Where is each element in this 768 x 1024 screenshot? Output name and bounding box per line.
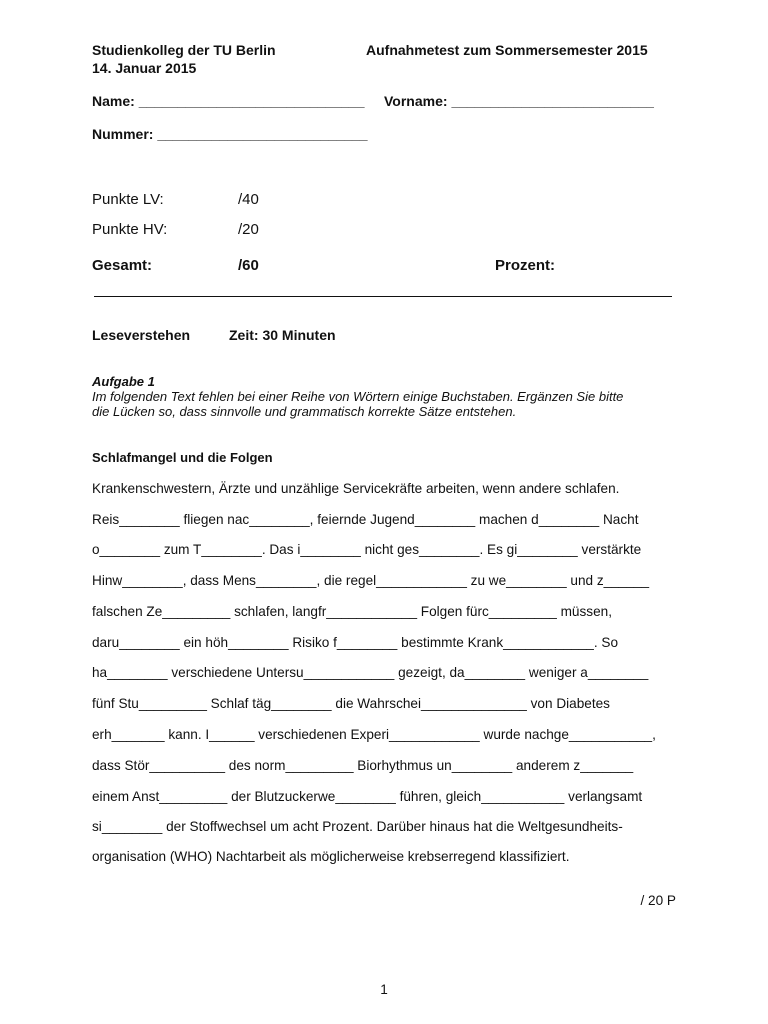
text-line: o________ zum T________. Das i________ nicht ges________. Es gi________ verstärkte (92, 542, 642, 557)
text-line: organisation (WHO) Nachtarbeit als möglicherweise krebserregend klassifiziert. (92, 849, 570, 864)
text-line: ha________ verschiedene Untersu____________ gezeigt, da________ weniger a________ (92, 665, 649, 680)
name-blank[interactable]: _____________________________ (138, 93, 365, 109)
text-line: si________ der Stoffwechsel um acht Prozent. Darüber hinaus hat die Weltgesundheits- (92, 819, 623, 834)
divider-line (94, 296, 672, 297)
text-line: Krankenschwestern, Ärzte und unzählige Servicekräfte arbeiten, wenn andere schlafen. (92, 481, 620, 496)
name-field[interactable] (92, 93, 365, 109)
text-line: Hinw________, dass Mens________, die regel____________ zu we________ und z______ (92, 573, 650, 588)
punkte-lv-value: /40 (238, 191, 259, 208)
task-instruction-line-1: Im folgenden Text fehlen bei einer Reihe von Wörtern einige Buchstaben. Ergänzen Sie bitte (92, 389, 624, 404)
task-label: Aufgabe 1 (92, 374, 155, 389)
exam-date: 14. Januar 2015 (92, 60, 197, 76)
punkte-hv-label: Punkte HV: (92, 221, 168, 238)
exam-title: Aufnahmetest zum Sommersemester 2015 (366, 42, 648, 58)
vorname-label: Vorname: (384, 93, 448, 109)
section-title: Leseverstehen (92, 327, 191, 343)
task-points: / 20 P (640, 893, 676, 908)
gesamt-label: Gesamt: (92, 257, 153, 274)
gesamt-value: /60 (238, 257, 259, 274)
text-line: erh_______ kann. I______ verschiedenen Experi____________ wurde nachge___________, (92, 727, 656, 742)
vorname-field[interactable] (384, 93, 654, 109)
prozent-label: Prozent: (495, 257, 555, 274)
section-time: Zeit: 30 Minuten (229, 327, 336, 343)
page-number: 1 (380, 982, 388, 997)
text-line: dass Stör__________ des norm_________ Biorhythmus un________ anderem z_______ (92, 758, 634, 773)
text-line: falschen Ze_________ schlafen, langfr____________ Folgen fürc_________ müssen, (92, 604, 612, 619)
institution-name: Studienkolleg der TU Berlin (92, 42, 276, 58)
task-instruction-line-2: die Lücken so, dass sinnvolle und grammatisch korrekte Sätze entstehen. (92, 404, 517, 419)
text-line: daru________ ein höh________ Risiko f________ bestimmte Krank____________. So (92, 635, 619, 650)
nummer-label: Nummer: (92, 126, 154, 142)
text-line: fünf Stu_________ Schlaf täg________ die Wahrschei______________ von Diabetes (92, 696, 610, 711)
punkte-lv-label: Punkte LV: (92, 191, 164, 208)
text-line: Reis________ fliegen nac________, feiernde Jugend________ machen d________ Nacht (92, 512, 639, 527)
nummer-blank[interactable]: ___________________________ (157, 126, 368, 142)
text-heading: Schlafmangel und die Folgen (92, 450, 273, 465)
vorname-blank[interactable]: __________________________ (451, 93, 654, 109)
punkte-hv-value: /20 (238, 221, 259, 238)
name-label: Name: (92, 93, 135, 109)
text-line: einem Anst_________ der Blutzuckerwe________ führen, gleich___________ verlangsamt (92, 789, 643, 804)
nummer-field[interactable] (92, 126, 368, 142)
